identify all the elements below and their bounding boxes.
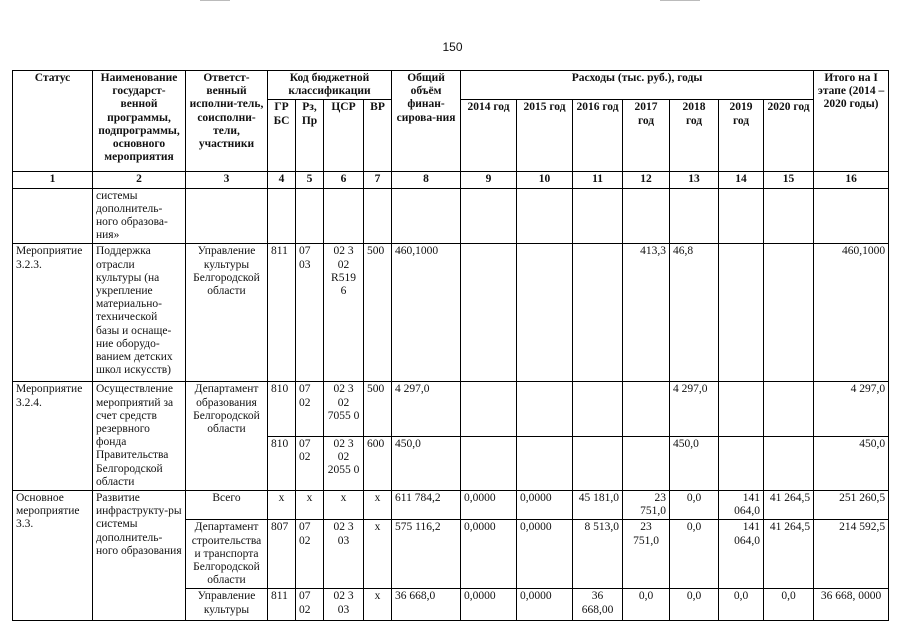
header-2018: 2018 год: [670, 100, 719, 172]
header-grbs: ГР БС: [268, 100, 296, 172]
cell-vr: х: [364, 491, 392, 520]
cell-vr: 500: [364, 244, 392, 382]
cell-csr: 02 3 03: [324, 589, 364, 621]
cell-name: Поддержка отрасли культуры (на укрепление материально-технической базы и оснаще-ние оборудо-ванием детских школ искусств): [93, 244, 186, 382]
cell-2016: 8 513,0: [573, 520, 623, 589]
cell-grbs: 811: [268, 589, 296, 621]
cell-total: 575 116,2: [392, 520, 461, 589]
cell-2016: 36 668,00: [573, 589, 623, 621]
header-total: Общий объём финан-сирова-ния: [392, 71, 461, 172]
cell-rzpr: 07 02: [296, 520, 324, 589]
colnum: 6: [324, 172, 364, 188]
header-2017: 2017 год: [623, 100, 670, 172]
cell-2018: 450,0: [670, 436, 719, 490]
table-row-continuation: [13, 188, 889, 244]
cell-2020: 41 264,5: [764, 491, 814, 520]
cell-csr: х: [324, 491, 364, 520]
cell-2017: 23 751,0: [623, 520, 670, 589]
cell-2015: 0,0000: [517, 589, 573, 621]
table-row-measure-3-2-4-a: [13, 382, 889, 436]
cell-2014: 0,0000: [461, 589, 517, 621]
cell-2018: 0,0: [670, 491, 719, 520]
cell-name: Развитие инфраструкту-ры системы дополнитель-ного образования: [93, 491, 186, 621]
colnum: 7: [364, 172, 392, 188]
cell-total: 450,0: [392, 436, 461, 490]
cell-2019: 141 064,0: [719, 520, 764, 589]
cell-rzpr: 07 03: [296, 244, 324, 382]
colnum: 13: [670, 172, 719, 188]
cell-grbs: 807: [268, 520, 296, 589]
cell-2016: 45 181,0: [573, 491, 623, 520]
cell-responsible: Управление культуры: [186, 589, 268, 621]
cell-vr: 500: [364, 382, 392, 436]
table-row-measure-3-2-3: [13, 244, 889, 382]
colnum: 10: [517, 172, 573, 188]
colnum: 8: [392, 172, 461, 188]
header-code-group: Код бюджетной классификации: [268, 71, 392, 100]
cell-responsible: Управление культуры Белгородской области: [186, 244, 268, 382]
cell-rzpr: 07 02: [296, 589, 324, 621]
header-expenses-group: Расходы (тыс. руб.), годы: [461, 71, 814, 100]
cell-2019: 141 064,0: [719, 491, 764, 520]
column-number-row: [13, 172, 889, 188]
cell-2020: 41 264,5: [764, 520, 814, 589]
cell-grbs: 811: [268, 244, 296, 382]
cell-csr: 02 3 03: [324, 520, 364, 589]
colnum: 11: [573, 172, 623, 188]
header-name: Наименование государст-венной программы, подпрограммы, основного мероприятия: [93, 71, 186, 172]
colnum: 4: [268, 172, 296, 188]
header-status: Статус: [13, 71, 93, 172]
top-scan-mark-right: [660, 0, 700, 1]
cell-vr: х: [364, 589, 392, 621]
cell-2017: 413,3: [623, 244, 670, 382]
cell-stage-total: 4 297,0: [814, 382, 889, 436]
cell-total: 611 784,2: [392, 491, 461, 520]
cell-total: 36 668,0: [392, 589, 461, 621]
cell-responsible: Всего: [186, 491, 268, 520]
cell-2017: 23 751,0: [623, 491, 670, 520]
header-responsible: Ответст-венный исполни-тель, соисполни-тели, участники: [186, 71, 268, 172]
header-rzpr: Рз, Пр: [296, 100, 324, 172]
cell-status: Мероприятие 3.2.4.: [13, 382, 93, 491]
cell-rzpr: 07 02: [296, 436, 324, 490]
cell-total: 4 297,0: [392, 382, 461, 436]
cell-csr: 02 3 02 7055 0: [324, 382, 364, 436]
header-2020: 2020 год: [764, 100, 814, 172]
page-number: 150: [442, 40, 463, 54]
cell-csr: 02 3 02 R519 6: [324, 244, 364, 382]
cell-grbs: 810: [268, 436, 296, 490]
header-row-1: [13, 71, 889, 100]
colnum: 2: [93, 172, 186, 188]
cell-status: Основное мероприятие 3.3.: [13, 491, 93, 621]
cell-responsible: Департамент строительства и транспорта Белгородской области: [186, 520, 268, 589]
cell-rzpr: 07 02: [296, 382, 324, 436]
colnum: 16: [814, 172, 889, 188]
cell-stage-total: 460,1000: [814, 244, 889, 382]
cell-grbs: х: [268, 491, 296, 520]
cell-stage-total: 251 260,5: [814, 491, 889, 520]
cell-total: 460,1000: [392, 244, 461, 382]
colnum: 15: [764, 172, 814, 188]
header-2015: 2015 год: [517, 100, 573, 172]
colnum: 9: [461, 172, 517, 188]
header-2014: 2014 год: [461, 100, 517, 172]
colnum: 5: [296, 172, 324, 188]
cell-stage-total: 450,0: [814, 436, 889, 490]
cell-2020: 0,0: [764, 589, 814, 621]
cell-2018: 0,0: [670, 589, 719, 621]
header-stage-total: Итого на I этапе (2014 – 2020 годы): [814, 71, 889, 172]
cell-vr: 600: [364, 436, 392, 490]
cell-stage-total: 36 668, 0000: [814, 589, 889, 621]
header-2019: 2019 год: [719, 100, 764, 172]
colnum: 3: [186, 172, 268, 188]
cell-2015: 0,0000: [517, 491, 573, 520]
cell-2018: 4 297,0: [670, 382, 719, 436]
colnum: 14: [719, 172, 764, 188]
header-vr: ВР: [364, 100, 392, 172]
cell-status: Мероприятие 3.2.3.: [13, 244, 93, 382]
cell-2018: 0,0: [670, 520, 719, 589]
cell-2017: 0,0: [623, 589, 670, 621]
cell-name: системы дополнитель-ного образова-ния»: [93, 188, 186, 244]
cell-2019: 0,0: [719, 589, 764, 621]
colnum: 1: [13, 172, 93, 188]
table-row-main-3-3-total: [13, 491, 889, 520]
cell-2014: 0,0000: [461, 520, 517, 589]
cell-grbs: 810: [268, 382, 296, 436]
cell-rzpr: х: [296, 491, 324, 520]
cell-stage-total: 214 592,5: [814, 520, 889, 589]
cell-responsible: Департамент образования Белгородской области: [186, 382, 268, 491]
budget-table: [12, 70, 889, 621]
cell-vr: х: [364, 520, 392, 589]
cell-2018: 46,8: [670, 244, 719, 382]
cell-name: Осуществление мероприятий за счет средств резервного фонда Правительства Белгородской области: [93, 382, 186, 491]
cell-2014: 0,0000: [461, 491, 517, 520]
header-2016: 2016 год: [573, 100, 623, 172]
header-csr: ЦСР: [324, 100, 364, 172]
cell-2015: 0,0000: [517, 520, 573, 589]
top-scan-mark-left: [200, 0, 230, 1]
colnum: 12: [623, 172, 670, 188]
cell-csr: 02 3 02 2055 0: [324, 436, 364, 490]
